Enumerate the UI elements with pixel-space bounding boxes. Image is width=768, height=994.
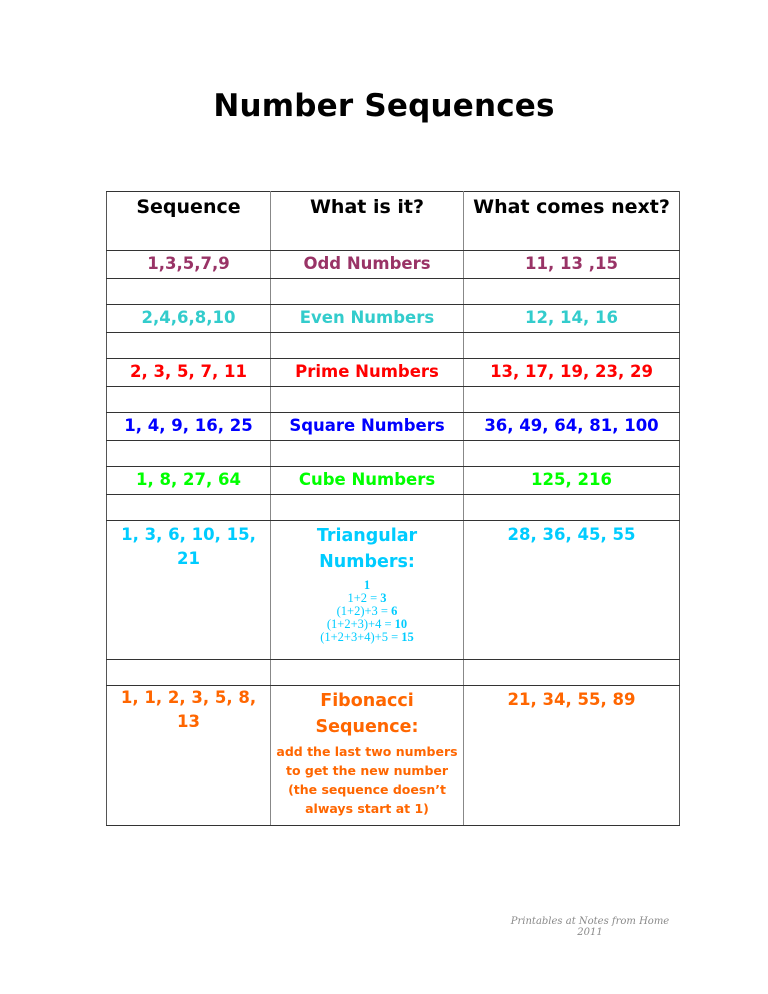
cell-sequence: 2, 3, 5, 7, 11 [107,359,271,387]
note-result: 10 [394,617,408,631]
table-spacer-row [107,441,680,467]
empty-cell [464,495,680,521]
table-spacer-row [107,660,680,686]
table-row-odd [107,251,680,279]
table-header-row [107,192,680,251]
empty-cell [271,279,464,305]
empty-cell [271,333,464,359]
header-what-is-it: What is it? [271,192,464,251]
empty-cell [271,660,464,686]
cell-name: Odd Numbers [271,251,464,279]
cell-sequence: 1, 4, 9, 16, 25 [107,413,271,441]
note-result: 3 [380,591,387,605]
note-expr: (1+2)+3 = [336,604,392,618]
cell-next: 125, 216 [464,467,680,495]
cell-next: 28, 36, 45, 55 [464,521,680,660]
note-expr: (1+2+3+4)+5 = [320,630,402,644]
note-expr: (1+2+3)+4 = [326,617,395,631]
empty-cell [271,495,464,521]
note-result: 1 [363,578,371,592]
cell-sequence: 1, 1, 2, 3, 5, 8, 13 [107,686,271,826]
cell-sequence: 1, 8, 27, 64 [107,467,271,495]
empty-cell [107,441,271,467]
header-what-comes-next: What comes next? [464,192,680,251]
fibonacci-note: add the last two numbers to get the new number (the sequence doesn’t always start at 1) [276,744,458,816]
note-expr: 1+2 = [347,591,381,605]
cell-name: Prime Numbers [271,359,464,387]
empty-cell [464,441,680,467]
header-sequence: Sequence [107,192,271,251]
empty-cell [464,333,680,359]
fibonacci-title: Fibonacci Sequence: [315,691,419,737]
empty-cell [107,279,271,305]
cell-next: 11, 13 ,15 [464,251,680,279]
cell-next: 12, 14, 16 [464,305,680,333]
page-title: Number Sequences [213,88,555,124]
empty-cell [464,387,680,413]
cell-name [271,521,464,660]
table-row-fibonacci [107,686,680,826]
cell-name: Even Numbers [271,305,464,333]
empty-cell [107,387,271,413]
cell-name: Square Numbers [271,413,464,441]
cell-sequence: 2,4,6,8,10 [107,305,271,333]
note-result: 15 [401,630,414,644]
table-spacer-row [107,279,680,305]
table-spacer-row [107,387,680,413]
cell-name: Cube Numbers [271,467,464,495]
table-row-triangular [107,521,680,660]
table-row-prime [107,359,680,387]
empty-cell [107,333,271,359]
triangular-title: Triangular Numbers: [316,526,418,572]
footer-credit: Printables at Notes from Home 2011 [510,916,670,938]
empty-cell [464,279,680,305]
table-row-cube [107,467,680,495]
cell-next: 36, 49, 64, 81, 100 [464,413,680,441]
empty-cell [271,387,464,413]
empty-cell [271,441,464,467]
empty-cell [464,660,680,686]
empty-cell [107,660,271,686]
cell-next: 13, 17, 19, 23, 29 [464,359,680,387]
cell-sequence: 1,3,5,7,9 [107,251,271,279]
table-row-even [107,305,680,333]
empty-cell [107,495,271,521]
triangular-note-5 [275,631,459,644]
cell-next: 21, 34, 55, 89 [464,686,680,826]
table-row-square [107,413,680,441]
cell-sequence: 1, 3, 6, 10, 15, 21 [107,521,271,660]
table-spacer-row [107,333,680,359]
table-spacer-row [107,495,680,521]
cell-name [271,686,464,826]
note-result: 6 [391,604,398,618]
sequences-table [106,191,680,826]
